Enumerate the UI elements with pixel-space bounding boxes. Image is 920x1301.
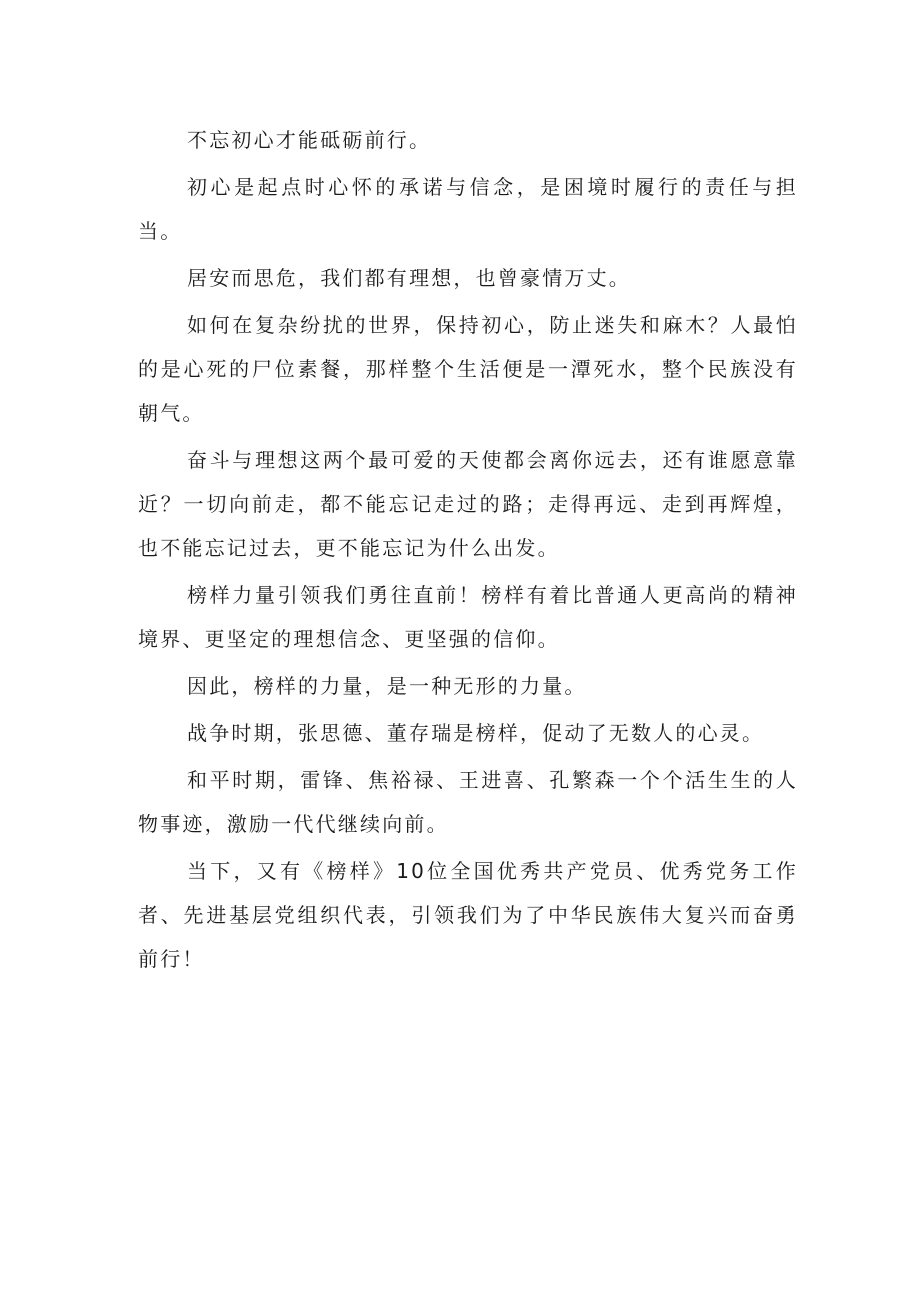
paragraph-3: 居安而思危，我们都有理想，也曾豪情万丈。 [187, 266, 631, 290]
paragraph-5: 奋斗与理想这两个最可爱的天使都会离你远去，还有谁愿意靠近？一切向前走，都不能忘记走过的路；走得再远、走到再辉煌，也不能忘记过去，更不能忘记为什么出发。 [138, 448, 798, 560]
paragraph-10: 当下，又有《榜样》10位全国优秀共产党员、优秀党务工作者、先进基层党组织代表，引领我们为了中华民族伟大复兴而奋勇前行！ [138, 859, 798, 971]
paragraph-2: 初心是起点时心怀的承诺与信念，是困境时履行的责任与担当。 [138, 175, 798, 243]
paragraph-6: 榜样力量引领我们勇往直前！榜样有着比普通人更高尚的精神境界、更坚定的理想信念、更坚强的信仰。 [138, 583, 798, 651]
paragraph-8: 战争时期，张思德、董存瑞是榜样，促动了无数人的心灵。 [187, 721, 765, 745]
document-body [138, 118, 798, 981]
paragraph-1: 不忘初心才能砥砺前行。 [187, 128, 432, 152]
paragraph-9: 和平时期，雷锋、焦裕禄、王进喜、孔繁森一个个活生生的人物事迹，激励一代代继续向前。 [138, 768, 798, 836]
paragraph-4: 如何在复杂纷扰的世界，保持初心，防止迷失和麻木？人最怕的是心死的尸位素餐，那样整个生活便是一潭死水，整个民族没有朝气。 [138, 313, 798, 425]
paragraph-7: 因此，榜样的力量，是一种无形的力量。 [187, 674, 587, 698]
